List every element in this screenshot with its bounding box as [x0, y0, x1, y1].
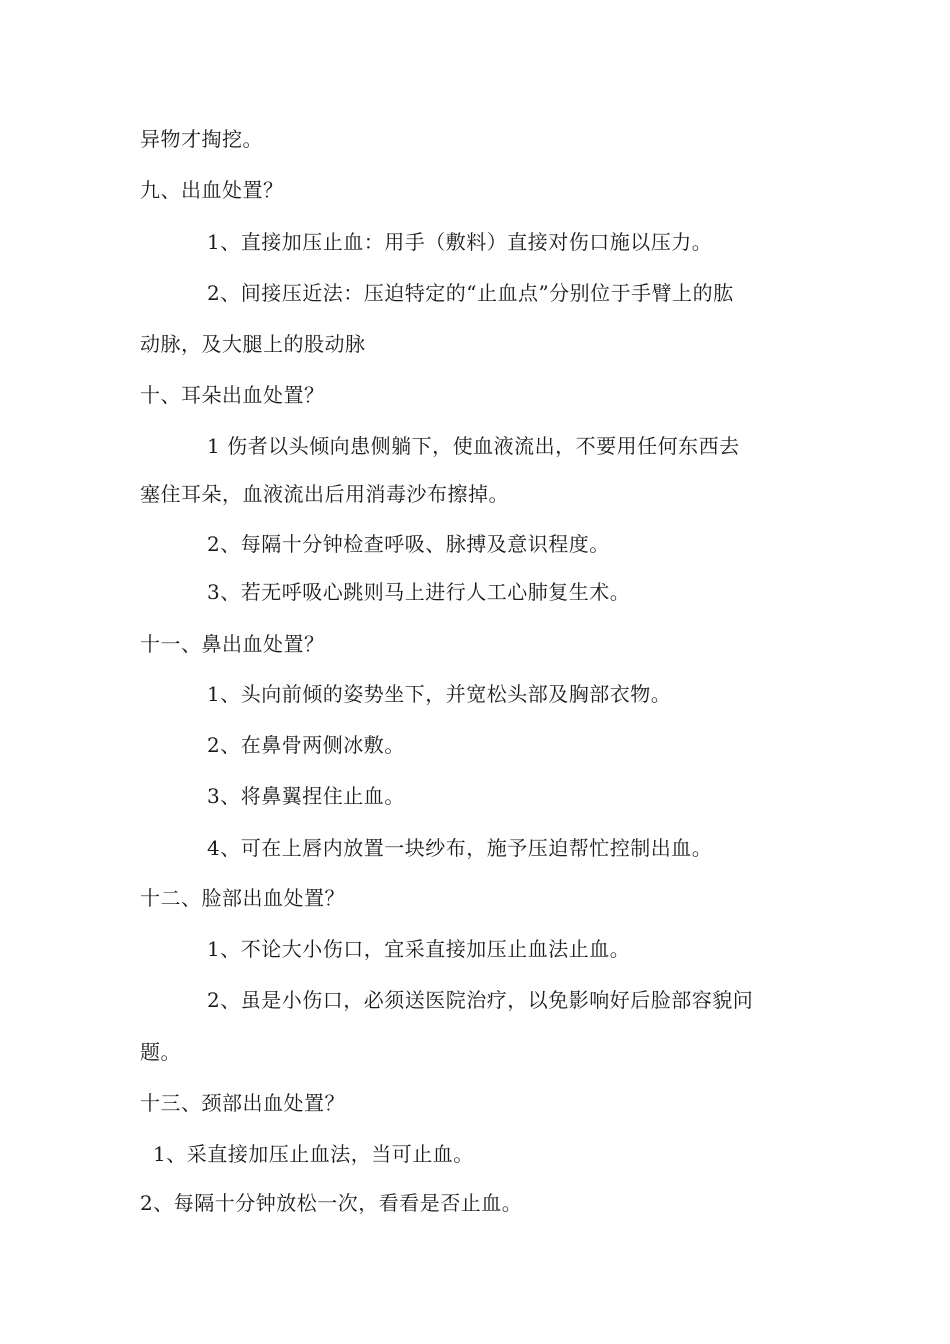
list-item: 2、在鼻骨两侧冰敷。: [207, 733, 405, 757]
section-heading: 十三、颈部出血处置？: [140, 1091, 345, 1115]
list-item: 4、可在上唇内放置一块纱布，施予压迫帮忙控制出血。: [207, 836, 713, 860]
paragraph-line: 异物才掏挖。: [140, 127, 263, 151]
list-item: 2、每隔十分钟检查呼吸、脉搏及意识程度。: [207, 532, 610, 556]
section-heading: 九、出血处置？: [140, 178, 284, 202]
section-heading: 十一、鼻出血处置？: [140, 632, 325, 656]
list-item: 1、采直接加压止血法，当可止血。: [153, 1142, 474, 1166]
list-item: 1 伤者以头倾向患侧躺下，使血液流出，不要用任何东西去: [207, 434, 740, 458]
section-heading: 十、耳朵出血处置？: [140, 383, 325, 407]
paragraph-line: 题。: [140, 1040, 181, 1064]
list-item: 2、虽是小伤口，必须送医院治疗，以免影响好后脸部容貌问: [207, 988, 754, 1012]
list-item: 2、每隔十分钟放松一次，看看是否止血。: [140, 1191, 523, 1215]
list-item: 3、若无呼吸心跳则马上进行人工心肺复生术。: [207, 580, 631, 604]
list-item: 2、间接压近法：压迫特定的“止血点”分别位于手臂上的肱: [207, 281, 734, 305]
paragraph-line: 动脉，及大腿上的股动脉: [140, 332, 366, 356]
list-item: 3、将鼻翼捏住止血。: [207, 784, 405, 808]
paragraph-line: 塞住耳朵，血液流出后用消毒沙布擦掉。: [140, 482, 509, 506]
list-item: 1、直接加压止血：用手（敷料）直接对伤口施以压力。: [207, 230, 713, 254]
section-heading: 十二、脸部出血处置？: [140, 886, 345, 910]
list-item: 1、头向前倾的姿势坐下，并宽松头部及胸部衣物。: [207, 682, 672, 706]
list-item: 1、不论大小伤口，宜采直接加压止血法止血。: [207, 937, 631, 961]
